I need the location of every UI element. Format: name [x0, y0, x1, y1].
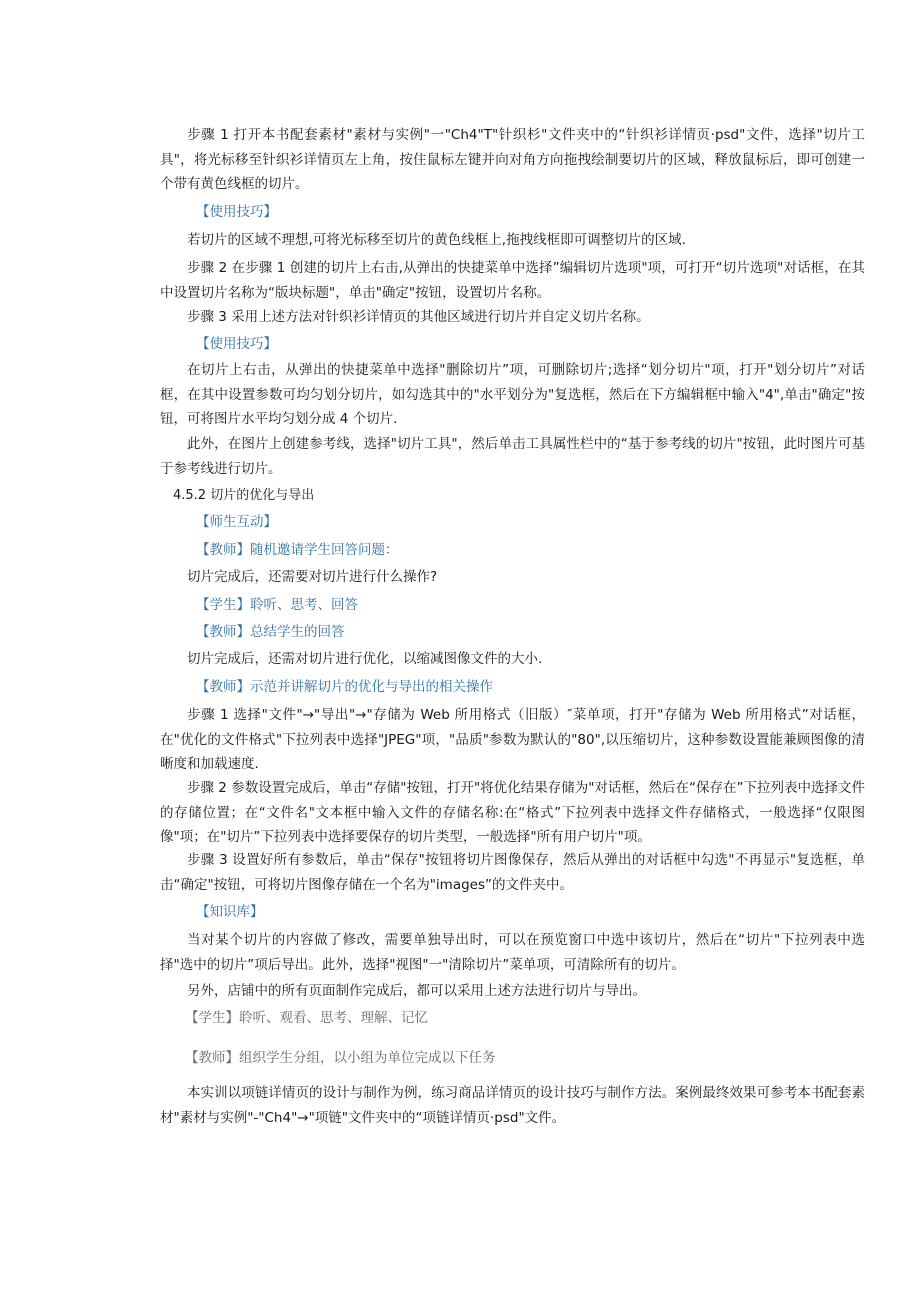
step3-paragraph: 步骤 3 采用上述方法对针织衫详情页的其他区域进行切片并自定义切片名称。	[187, 309, 650, 325]
teacher-demo: 【教师】示范并讲解切片的优化与导出的相关操作	[196, 679, 493, 695]
teacher-summary: 【教师】总结学生的回答	[196, 624, 345, 640]
question-text: 切片完成后，还需要对切片进行什么操作?	[187, 569, 438, 585]
knowledge-text: 当对某个切片的内容做了修改，需要单独导出时，可以在预览窗口中选中该切片，然后在“切片"下拉列表中选择"选中的切片”项后导出。此外，选择"视图"一"清除切片”菜单项，可清除所有的切片。	[160, 932, 865, 973]
guide-paragraph: 此外，在图片上创建参考线，选择"切片工具"，然后单击工具属性栏中的“基于参考线的切片"按钮，此时图片可基于参考线进行切片。	[160, 436, 865, 477]
tip-label-1: 【使用技巧】	[196, 204, 277, 220]
tip-text-2: 在切片上右击，从弹出的快捷菜单中选择"删除切片”项，可删除切片;选择“划分切片"项，打开"划分切片”对话框，在其中设置参数可均匀划分切片，如勾选其中的"水平划分为"复选框，然后在下方编辑框中输入"4",单击"确定"按钮，可将图片水平均匀划分成 4 个切片.	[160, 362, 865, 427]
export-step1: 步骤 1 选择"文件"→"导出"→"存储为 Web 所用格式（旧版）″菜单项，打开"存储为 Web 所用格式”对话框，在"优化的文件格式"下拉列表中选择"JPEG"项，"品质"参数为默认的"80",以压缩切片，这种参数设置能兼顾图像的清晰度和加载速度.	[160, 707, 865, 772]
interaction-label: 【师生互动】	[196, 514, 277, 530]
step2-paragraph: 步骤 2 在步骤 1 创建的切片上右击,从弹出的快捷菜单中选择”编辑切片选项"项，可打开“切片选项"对话框，在其中设置切片名称为“版块标题"，单击"确定"按钮，设置切片名称。	[160, 260, 865, 301]
training-paragraph: 本实训以项链详情页的设计与制作为例，练习商品详情页的设计技巧与制作方法。案例最终效果可参考本书配套素材"素材与实例"-"Ch4"→"项链"文件夹中的“项链详情页·psd"文件。	[160, 1085, 865, 1126]
other-text: 另外，店铺中的所有页面制作完成后，都可以采用上述方法进行切片与导出。	[187, 983, 646, 999]
export-step3: 步骤 3 设置好所有参数后，单击“保存"按钮将切片图像保存，然后从弹出的对话框中勾选"不再显示"复选框，单击“确定"按钮，可将切片图像存储在一个名为"images”的文件夹中。	[160, 852, 865, 893]
teacher-invite: 【教师】随机邀请学生回答问题：	[196, 542, 399, 558]
knowledge-label: 【知识库】	[196, 904, 264, 920]
answer-text: 切片完成后，还需对切片进行优化，以缩减图像文件的大小.	[187, 651, 543, 667]
export-step2: 步骤 2 参数设置完成后，单击“存储"按钮，打开"将优化结果存储为"对话框，然后在“保存在”下拉列表中选择文件的存储位置；在“文件名"文本框中输入文件的存储名称:在“格式”下拉列表中选择文件存储格式，一般选择“仅限图像"项；在"切片”下拉列表中选择要保存的切片类型，一般选择"所有用户切片"项。	[160, 780, 865, 845]
section-heading: 4.5.2 切片的优化与导出	[173, 488, 315, 503]
student-listen: 【学生】聆听、思考、回答	[196, 597, 358, 613]
teacher-group: 【教师】组织学生分组，以小组为单位完成以下任务	[185, 1050, 496, 1066]
tip-label-2: 【使用技巧】	[196, 336, 277, 352]
student-observe: 【学生】聆听、观看、思考、理解、记忆	[185, 1010, 428, 1026]
step1-paragraph: 步骤 1 打开本书配套素材"素材与实例"一"Ch4"T"针织杉"文件夹中的“针织衫详情页·psd"文件，选择"切片工具"，将光标移至针织衫详情页左上角，按住鼠标左键并向对角方向拖拽绘制要切片的区域，释放鼠标后，即可创建一个带有黄色线框的切片。	[160, 127, 865, 192]
tip-text-1: 若切片的区域不理想,可将光标移至切片的黄色线框上,拖拽线框即可调整切片的区域.	[187, 232, 686, 248]
